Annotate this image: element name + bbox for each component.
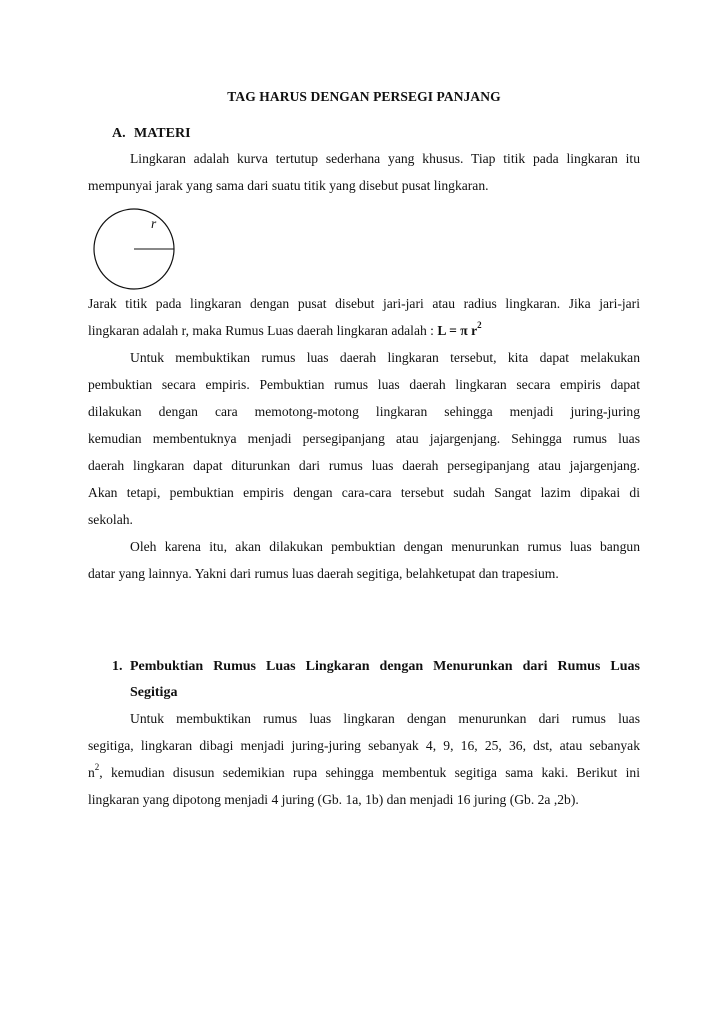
paragraph-text: lingkaran adalah r, maka Rumus Luas daerah lingkaran adalah : — [88, 323, 438, 338]
area-formula: L = π r — [437, 323, 478, 338]
paragraph-line: Oleh karena itu, akan dilakukan pembuktian dengan menurunkan rumus luas bangun — [130, 539, 640, 554]
paragraph-line: dilakukan dengan cara memotong-motong lingkaran sehingga menjadi juring-juring — [88, 404, 640, 419]
section-1-heading-cont: Segitiga — [130, 685, 178, 700]
document-title: TAG HARUS DENGAN PERSEGI PANJANG — [227, 89, 501, 104]
paragraph-line: $n^2$, kemudian disusun sedemikian rupa sehingga membentuk segitiga sama kaki. Berikut ini — [88, 762, 640, 780]
paragraph-line: datar yang lainnya. Yakni dari rumus luas daerah segitiga, belahketupat dan trapesium. — [88, 566, 559, 581]
paragraph-line: lingkaran yang dipotong menjadi 4 juring (Gb. 1a, 1b) dan menjadi 16 juring (Gb. 2a ,2b). — [88, 792, 579, 807]
formula-exponent: 2 — [477, 320, 482, 331]
section-1-marker: 1. — [112, 659, 123, 674]
paragraph-line: segitiga, lingkaran dibagi menjadi juring-juring sebanyak 4, 9, 16, 25, 36, dst, atau sebanyak — [88, 738, 640, 753]
paragraph-line: daerah lingkaran dapat diturunkan dari rumus luas daerah persegipanjang atau jajargenjang. — [88, 458, 640, 473]
paragraph-line: mempunyai jarak yang sama dari suatu titik yang disebut pusat lingkaran. — [88, 178, 489, 193]
paragraph-line: kemudian membentuknya menjadi persegipanjang atau jajargenjang. Sehingga rumus luas — [88, 431, 640, 446]
section-1-heading: Pembuktian Rumus Luas Lingkaran dengan Menurunkan dari Rumus Luas — [130, 659, 640, 674]
paragraph-line: pembuktian secara empiris. Pembuktian rumus luas daerah lingkaran secara empiris dapat — [88, 377, 640, 392]
paragraph-line: Untuk membuktikan rumus luas daerah lingkaran tersebut, kita dapat melakukan — [130, 350, 640, 365]
section-a-marker: A. — [112, 126, 126, 141]
paragraph-line: sekolah. — [88, 512, 133, 527]
paragraph-line: Jarak titik pada lingkaran dengan pusat disebut jari-jari atau radius lingkaran. Jika jari-jari — [88, 296, 640, 311]
paragraph-line: Untuk membuktikan rumus luas lingkaran dengan menurunkan dari rumus luas — [130, 711, 640, 726]
paragraph-line — [88, 320, 482, 339]
paragraph-line: Lingkaran adalah kurva tertutup sederhana yang khusus. Tiap titik pada lingkaran itu — [130, 151, 640, 166]
circle-figure — [88, 203, 180, 295]
section-a-heading: MATERI — [134, 126, 191, 141]
radius-label: r — [151, 216, 157, 231]
paragraph-line: Akan tetapi, pembuktian empiris dengan cara-cara tersebut sudah Sangat lazim dipakai di — [88, 485, 640, 500]
